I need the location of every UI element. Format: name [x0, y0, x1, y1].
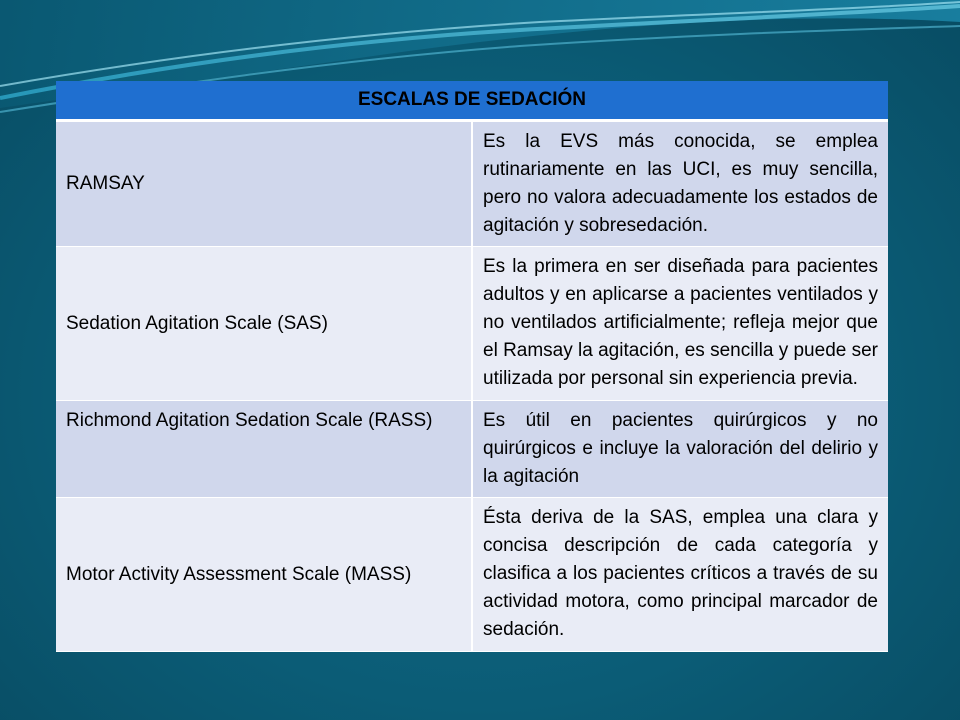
table-row	[56, 498, 888, 652]
table-row	[56, 121, 888, 247]
scale-name: Sedation Agitation Scale (SAS)	[56, 247, 472, 401]
table-title: ESCALAS DE SEDACIÓN	[56, 81, 888, 121]
table-row	[56, 401, 888, 498]
scale-name: Motor Activity Assessment Scale (MASS)	[56, 498, 472, 652]
sedation-scales-table-container	[56, 81, 888, 652]
table-row	[56, 247, 888, 401]
scale-name: Richmond Agitation Sedation Scale (RASS)	[56, 401, 472, 498]
scale-description: Es la EVS más conocida, se emplea rutinariamente en las UCI, es muy sencilla, pero no valora adecuadamente los estados de agitación y sobresedación.	[472, 121, 888, 247]
scale-description: Ésta deriva de la SAS, emplea una clara y concisa descripción de cada categoría y clasifica a los pacientes críticos a través de su actividad motora, como principal marcador de sedación.	[472, 498, 888, 652]
table-header-row	[56, 81, 888, 121]
scale-name: RAMSAY	[56, 121, 472, 247]
sedation-scales-table	[56, 81, 888, 652]
scale-description: Es la primera en ser diseñada para pacientes adultos y en aplicarse a pacientes ventilados y no ventilados artificialmente; refleja mejor que el Ramsay la agitación, es sencilla y puede ser utilizada por personal sin experiencia previa.	[472, 247, 888, 401]
scale-description: Es útil en pacientes quirúrgicos y no quirúrgicos e incluye la valoración del delirio y la agitación	[472, 401, 888, 498]
